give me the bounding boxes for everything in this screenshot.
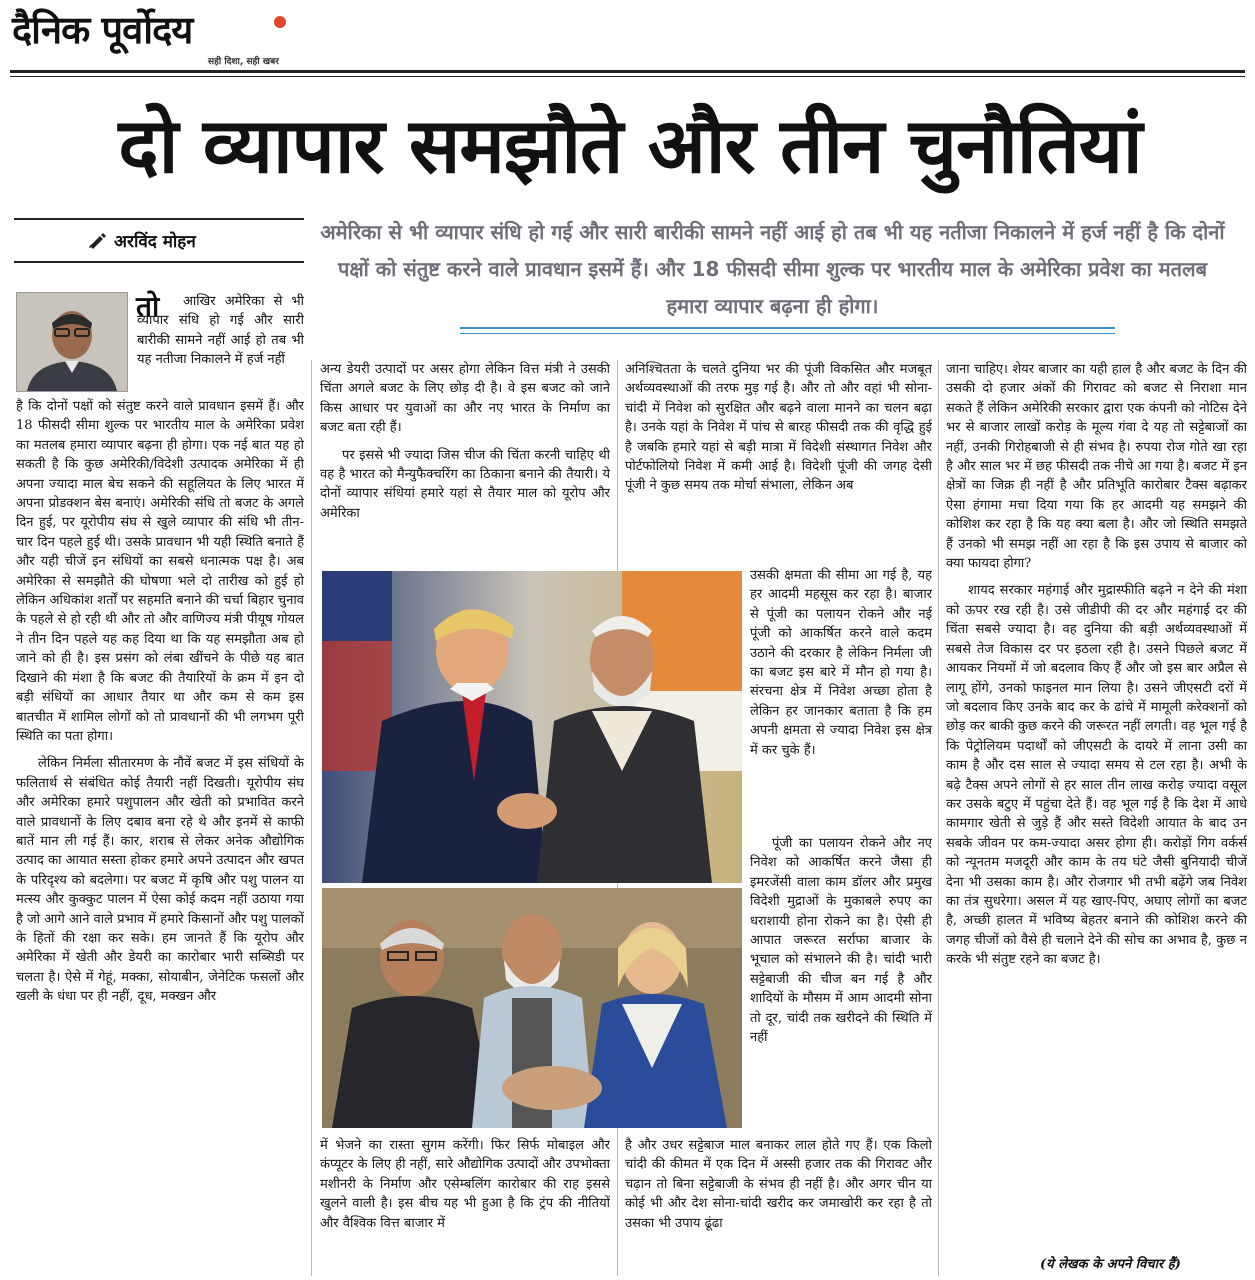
paragraph: शायद सरकार महंगाई और मुद्रास्फीति बढ़ने न देने की मंशा को ऊपर रख रही है। उसे जीडीपी की दर और महंगाई दर की चिंता सबसे ज्यादा है। वह दुनिया की बड़ी अर्थव्यवस्थाओं में सबसे तेज विकास दर पर इठला रही है। उसने पिछले बजट में आयकर नियमों में जो बदलाव किए हैं और जो इस बार अप्रैल से लागू होंगे, उनको फाइनल मान लिया है। उसने जीएसटी दरों में जो बदलाव किए उनके बाद कर के ढांचे में मामूली करेक्शनों को छोड़ कर बाकी कुछ करने की जरूरत नहीं लगती। वह भूल गई है कि पेट्रोलियम पदार्थों को जीएसटी के दायरे में लाना उसी का काम है और दस साल से ज्यादा समय से टल रहा है। अभी के बढ़े टैक्स अपने लोगों से हर साल तीन लाख करोड़ ज्यादा वसूल कर उसके बटुए में पहुंचा देते हैं। वह भूल गई है कि देश में आधे कामगार खेती से जुड़े हैं और सस्ते विदेशी आयात के बाद उन सबके जीवन पर कम-ज्यादा असर होगा ही। करोड़ों गिग वर्कर्स को न्यूनतम मजदूरी और काम के तय घंटे जैसी बुनियादी चीजें देना भी उसका काम है। और रोजगार भी तभी बढ़ेंगे जब निवेश का तंत्र सुधरेगा। असल में यह खाए-पिए, अघाए लोगों का बजट है, अच्छी हालत में भविष्य बेहतर बनाने की कोशिश करने की जगह चीजों को वैसे ही चलाने देने की सोच का अभाव है, कुछ न करके भी संतुष्ट रहने का बजट है। (946, 583, 1247, 968)
brand-tagline: सही दिशा, सही खबर (208, 57, 279, 67)
column-2-bottom (320, 1136, 610, 1278)
paragraph: लेकिन निर्मला सीतारमण के नौवें बजट में इस संधियों के फलितार्थ से संबंधित कोई तैयारी नहीं दिखती। यूरोपीय संघ और अमेरिका हमारे पशुपालन और खेती को प्रभावित करने वाले प्रावधानों के लिए दबाव बना रहे थे और इनमें से काफी बातें मान ली गई हैं। कार, शराब से लेकर अनेक औद्योगिक उत्पाद का आयात सस्ता होकर हमारे अपने उत्पादन और खपत के परिदृश्य को बदलेगा। पर बजट में कृषि और पशु पालन या मत्स्य और कुक्कुट पालन में ऐसा कोई कदम नहीं उठाया गया है जो आगे आने वाले प्रभाव में हमारे किसानों और पशु पालकों के हितों की रक्षा कर सके। हम जानते हैं कि यूरोप और अमेरिका में खेती और डेयरी का कारोबार भारी सब्सिडी पर चलता है। ऐसे में गेहूं, मक्का, सोयाबीन, जेनेटिक फसलों और खली के धंधा पर ही नहीं, दूध, मक्खन और (16, 756, 304, 1005)
paragraph: में भेजने का रास्ता सुगम करेंगी। फिर सिर्फ मोबाइल और कंप्यूटर के लिए ही नहीं, सारे औद्योगिक उत्पादों और उपभोक्ता मशीनरी के निर्माण और एसेम्बलिंग कारोबार की राह इससे खुलने वाली है। इस बीच यह भी हुआ है कि ट्रंप की नीतियों और वैश्विक वित्त बाजार में (320, 1138, 610, 1231)
brand-logo: दैनिक पूर्वोदय (12, 8, 193, 52)
column-3-top (625, 360, 932, 566)
pen-icon (88, 231, 108, 249)
paragraph: है और उधर सट्टेबाज माल बनाकर लाल होते गए हैं। एक किलो चांदी की कीमत में एक दिन में अस्सी हजार तक की गिरावट और चढ़ान तो बिना सट्टेबाजी के संभव ही नहीं है। और अगर चीन या कोई भी और देश सोना-चांदी खरीद कर जमाखोरी कर रहा है तो उसका भी उपाय ढूंढा (625, 1138, 932, 1231)
column-3-side-2 (750, 834, 932, 1114)
author-disclaimer: (ये लेखक के अपने विचार हैं) (1040, 1257, 1181, 1272)
paragraph: अन्य डेयरी उत्पादों पर असर होगा लेकिन वित्त मंत्री ने उसकी चिंता अगले बजट के लिए छोड़ दी है। वे इस बजट को जाने किस आधार पर युवाओं का और नए भारत के निर्माण का बजट बता रही हैं। (320, 362, 610, 436)
paragraph: पूंजी का पलायन रोकने और नए निवेश को आकर्षित करने जैसा ही इमरजेंसी वाला काम डॉलर और प्रमुख विदेशी मुद्राओं के मुकाबले रुपए का धराशायी होना रोकने का है। ऐसी ही आपात जरूरत सर्राफा बाजार के भूचाल को संभालने की है। चांदी भारी सट्टेबाजी की चीज बन गई है और शादियों के मौसम में आम आदमी सोना तो दूर, चांदी तक खरीदने की स्थिति में नहीं (750, 836, 932, 1046)
column-separator (938, 360, 939, 1276)
column-2-top (320, 360, 610, 566)
intro-text: आखिर अमेरिका से भी व्यापार संधि हो गई और सारी बारीकी सामने नहीं आई हो तब भी यह नतीजा निकालने में हर्ज नहीं (137, 294, 304, 368)
photo-leaders-handshake (322, 571, 742, 883)
byline-rule-top (14, 218, 304, 220)
column-separator (311, 360, 312, 1276)
brand-dot-icon (274, 16, 286, 28)
column-3-bottom (625, 1136, 932, 1278)
column-1 (16, 397, 304, 1277)
paragraph: है कि दोनों पक्षों को संतुष्ट करने वाले प्रावधान इसमें हैं। और 18 फीसदी सीमा शुल्क पर भारतीय माल के अमेरिका प्रवेश का मतलब हमारा व्यापार बढ़ना ही होगा। एक नई बात यह हो सकती है कि कुछ अमेरिकी/विदेशी उत्पादक अमेरिका में ही अपना ज्यादा माल बेच सकने की सहूलियत के लिए भारत में अपना प्रोडक्शन बेस बनाएं। अमेरिकी संधि तो बजट के अगले दिन हुई, पर यूरोपीय संघ से खुले व्यापार की संधि भी तीन-चार दिन पहले हुई थी। उसके प्रावधान भी यही स्थिति बनाते हैं और यही चीजें इन संधियों का सबसे धनात्मक पक्ष है। अब अमेरिका से समझौते की घोषणा भले दो तारीख को हुई हो लेकिन अधिकांश शर्तों पर सहमति बनाने की चर्चा बिहार चुनाव के पहले से हो रही थी और तो और वाणिज्य मंत्री पीयूष गोयल ने तीन दिन पहले यह कह दिया था कि यह समझौता अब हो जाने को ही है। इस प्रसंग को लंबा खींचने के पीछे यह बात दिखाने की मंशा है कि बजट की तैयारियों के क्रम में इन दो बड़ी संधियों का आधार तैयार था और कम से कम इस बातचीत में शामिल लोगों को तो प्रावधानों की भी लगभग पूरी स्थिति का पता होगा। (16, 399, 304, 744)
author-photo (16, 292, 128, 392)
paragraph: पर इससे भी ज्यादा जिस चीज की चिंता करनी चाहिए थी वह है भारत को मैन्युफैक्चरिंग का ठिकाना बनाने की तैयारी। ये दोनों व्यापार संधियां हमारे यहां से तैयार माल को यूरोप और अमेरिका (320, 447, 610, 521)
masthead (12, 8, 287, 72)
column-3-side (750, 566, 932, 834)
article-headline: दो व्यापार समझौते और तीन चुनौतियां (118, 101, 1142, 190)
masthead-rule (10, 70, 1245, 73)
paragraph: जाना चाहिए। शेयर बाजार का यही हाल है और बजट के दिन की उसकी दो हजार अंकों की गिरावट को बजट से निराशा मान सकते हैं लेकिन अमेरिकी सरकार द्वारा एक कंपनी को नोटिस देने भर से बाजार लाखों करोड़ के मूल्य गंवा दे यह तो सट्टेबाजों का नहीं, उनकी गिरोहबाजी से ही संभव है। रुपया रोज गोते खा रहा है और साल भर में छह फीसदी तक नीचे आ गया है। बजट में इन क्षेत्रों का जिक्र ही नहीं है और प्रतिभूति कारोबार टैक्स बढ़ाकर ऐसा हंगामा मचा दिया गया कि हर आदमी यह समझने की कोशिश कर रहा है कि यह क्या बला है। और जो स्थिति समझते हैं उनको भी समझ नहीं आ रहा है कि इस उपाय से बाजार को क्या फायदा होगा? (946, 362, 1247, 572)
photo-leaders-group (322, 888, 742, 1128)
deck-rule-thin (460, 333, 1115, 334)
deck-rule (460, 327, 1115, 329)
masthead-rule-thin (10, 76, 1245, 77)
byline-rule-bottom (14, 261, 304, 263)
dropcap: तो (136, 290, 160, 323)
article-deck: अमेरिका से भी व्यापार संधि हो गई और सारी बारीकी सामने नहीं आई हो तब भी यह नतीजा निकालने में हर्ज नहीं है कि दोनों पक्षों को संतुष्ट करने वाले प्रावधान इसमें हैं। और 18 फीसदी सीमा शुल्क पर भारतीय माल के अमेरिका प्रवेश का मतलब हमारा व्यापार बढ़ना ही होगा। (320, 220, 1225, 318)
byline-author: अरविंद मोहन (114, 232, 196, 252)
article-intro (137, 292, 304, 398)
column-4 (946, 360, 1247, 1254)
paragraph: उसकी क्षमता की सीमा आ गई है, यह हर आदमी महसूस कर रहा है। बाजार से पूंजी का पलायन रोकने और नई पूंजी को आकर्षित करने वाले कदम उठाने की दरकार है लेकिन निर्मला जी का बजट इस बारे में मौन हो गया है। संरचना क्षेत्र में निवेश अच्छा होता है लेकिन हर जानकार बताता है कि हम अपनी क्षमता से ज्यादा निवेश इस क्षेत्र में कर चुके हैं। (750, 568, 932, 758)
paragraph: अनिश्चितता के चलते दुनिया भर की पूंजी विकसित और मजबूत अर्थव्यवस्थाओं की तरफ मुड़ गई है। और तो और वहां भी सोना-चांदी में निवेश को सुरक्षित और बढ़ने वाला मानने का चलन बढ़ा है। उनके यहां के निवेश में पांच से बारह फीसदी तक की वृद्धि हुई है जबकि हमारे यहां से बड़ी मात्रा में विदेशी संस्थागत निवेश और पोर्टफोलियो निवेश में कमी आई है। विदेशी पूंजी की जगह देसी पूंजी ने कुछ समय तक मोर्चा संभाला, लेकिन अब (625, 362, 932, 494)
